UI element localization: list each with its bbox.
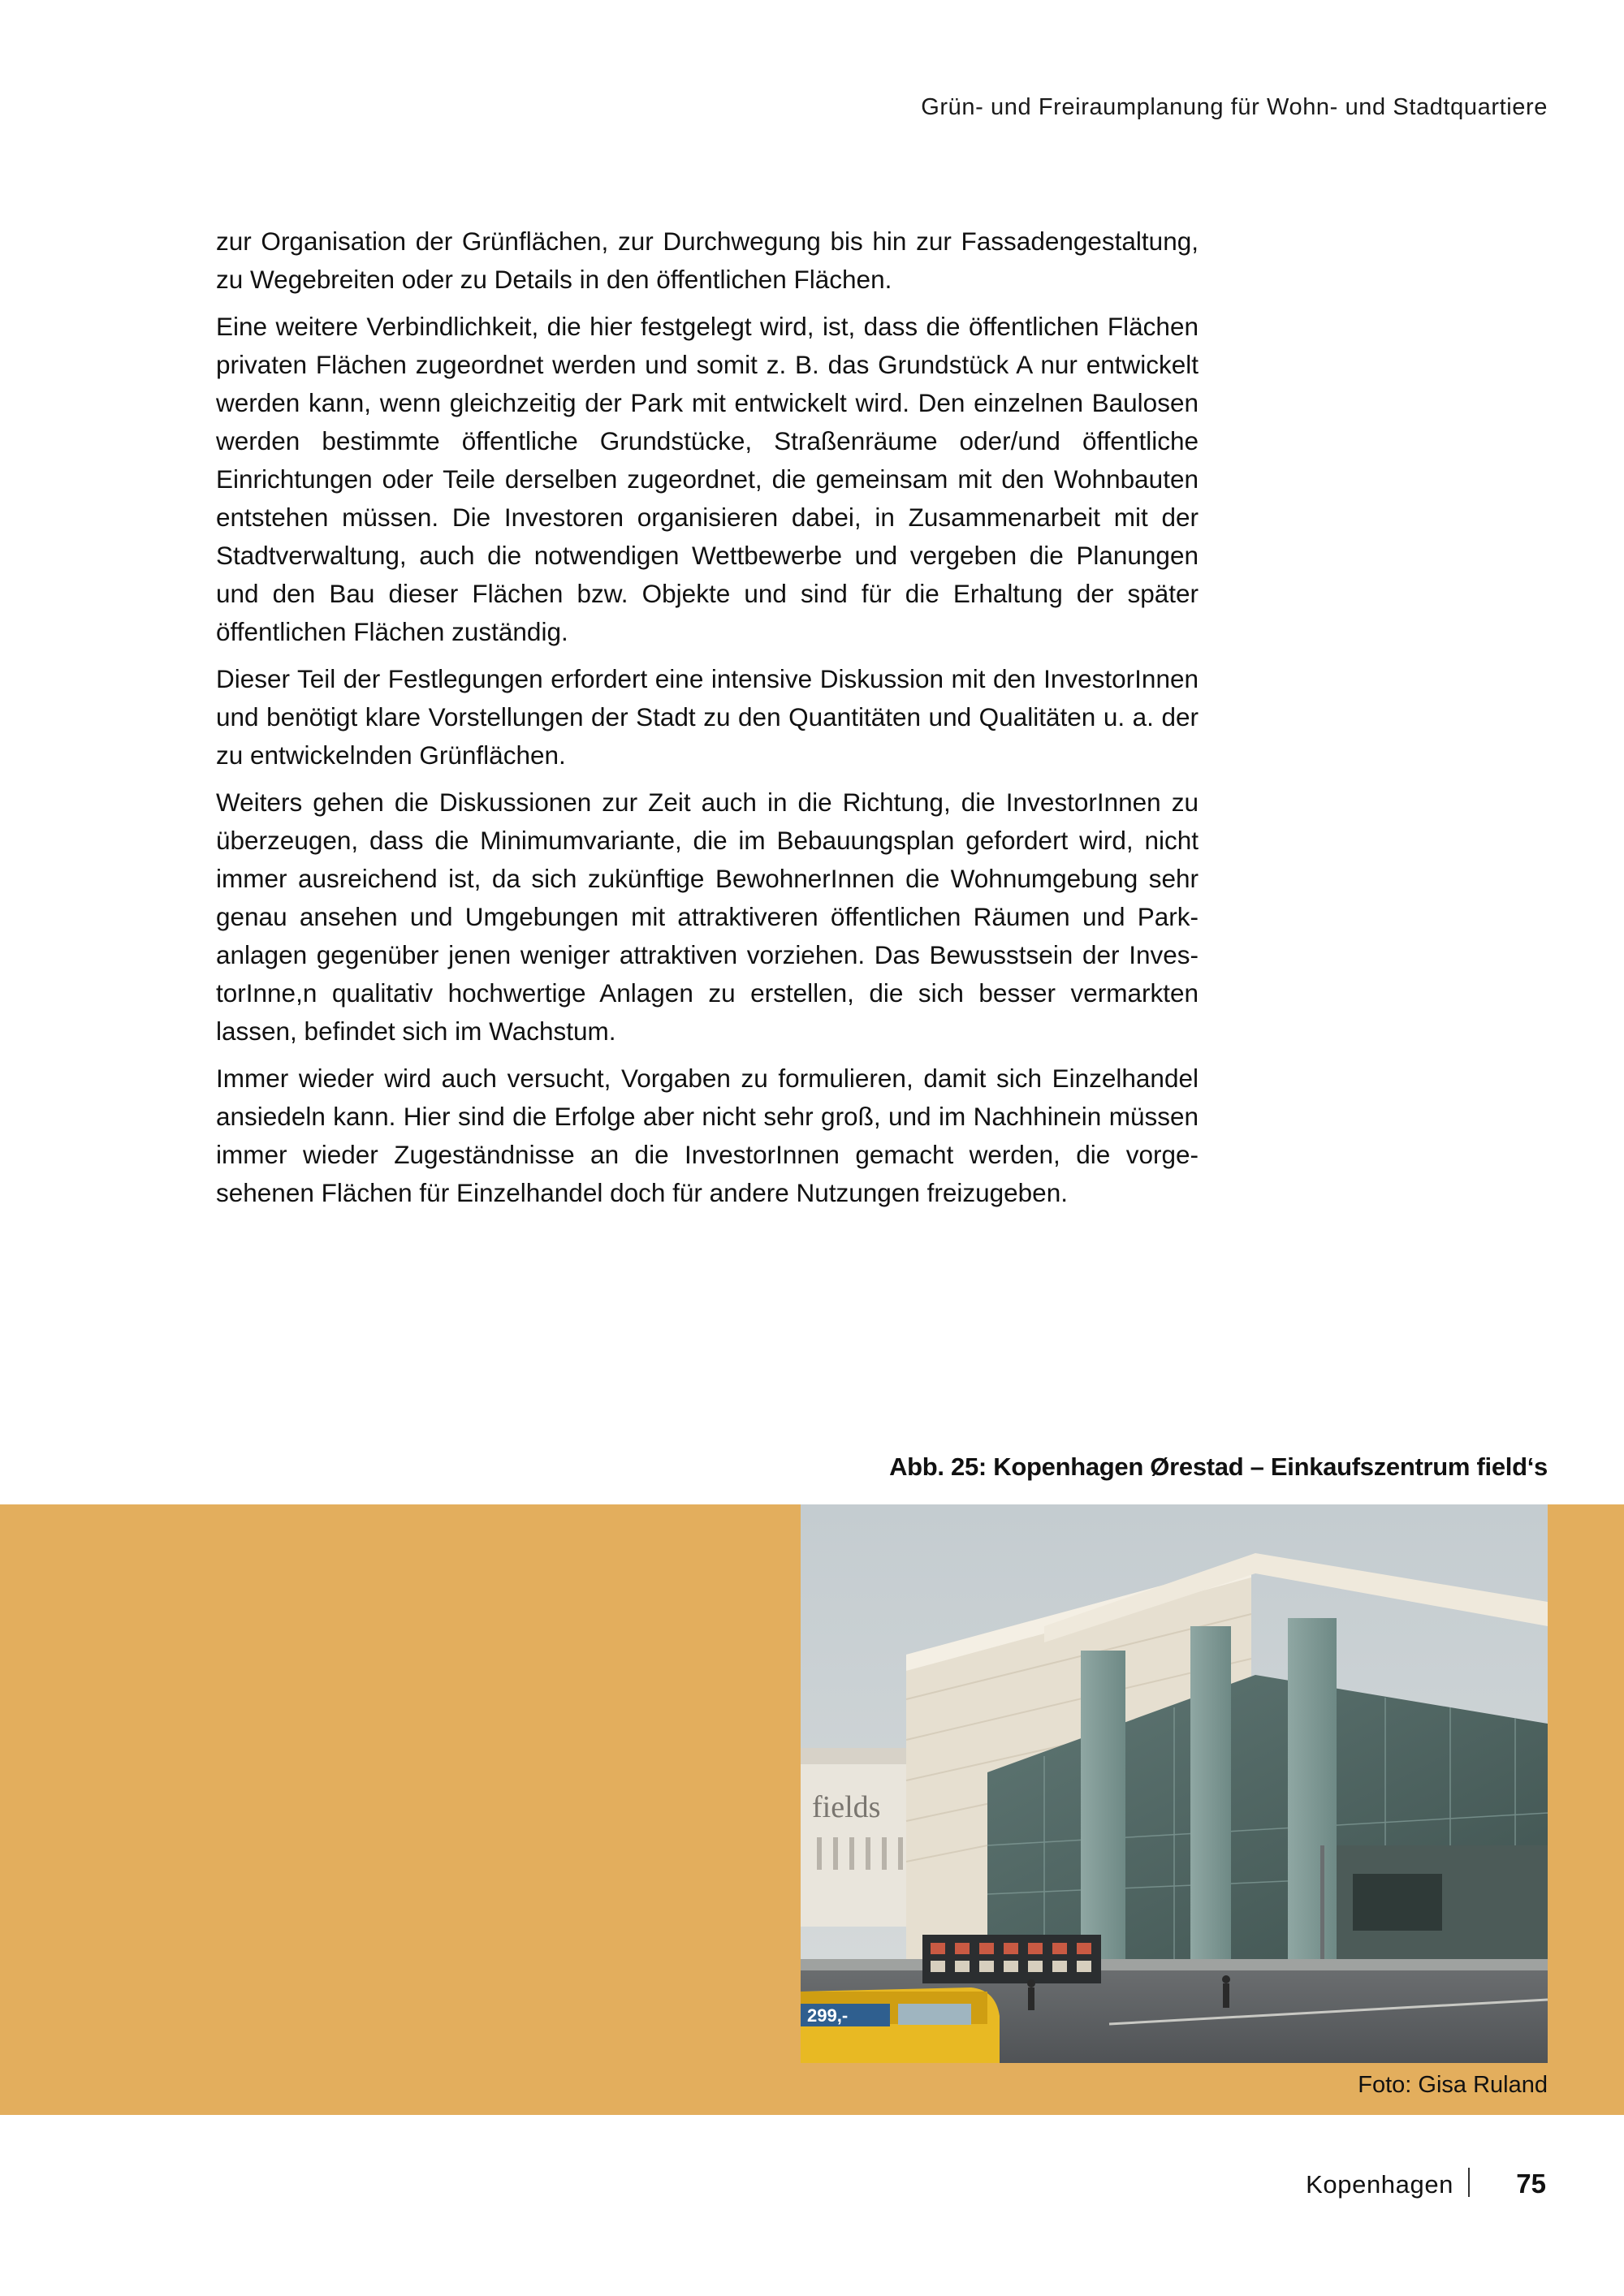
paragraph: Weiters gehen die Diskussionen zur Zeit auch in die Richtung, die InvestorInnen zu überzeugen, dass die Minimumvariante, die im Bebauungsplan gefordert wird, nicht immer ausreichend ist, da sich zukünftige BewohnerInnen die Wohnumgebung sehr genau ansehen und Umgebungen mit attraktiveren öffentlichen Räumen und Parkanlagen gegenüber jenen weniger attraktiven vorziehen. Das Bewusstsein der InvestorInne,n qualitativ hochwertige Anlagen zu erstellen, die sich besser vermarkten lassen, befindet sich im Wachstum.	[216, 788, 1199, 1046]
footer-divider	[1468, 2168, 1470, 2197]
photo-credit: Foto: Gisa Ruland	[1358, 2072, 1548, 2098]
figure-caption: Abb. 25: Kopenhagen Ørestad – Einkaufszentrum field‘s	[889, 1452, 1548, 1481]
bus-price-text: 299,-	[807, 2005, 849, 2026]
figure-photo	[801, 1504, 1548, 2063]
paragraph: Eine weitere Verbindlichkeit, die hier festgelegt wird, ist, dass die öffentlichen Flächen privaten Flächen zugeordnet werden und somit z. B. das Grundstück A nur entwickelt werden kann, wenn gleichzeitig der Park mit entwickelt wird. Den einzelnen Baulosen werden bestimmte öffentliche Grundstücke, Straßenräume oder/und öffentliche Einrichtungen oder Teile derselben zugeordnet, die gemeinsam mit den Wohnbauten entstehen müssen. Die Investoren organisieren dabei, in Zusammenarbeit mit der Stadtverwaltung, auch die notwendigen Wettbewerbe und vergeben die Planungen und den Bau dieser Flächen bzw. Objekte und sind für die Erhaltung der später öffentlichen Flächen zuständig.	[216, 312, 1199, 646]
paragraph: Dieser Teil der Festlegungen erfordert eine intensive Diskussion mit den InvestorInnen und benötigt klare Vorstellungen der Stadt zu den Quantitäten und Qualitäten u. a. der zu entwickelnden Grünflächen.	[216, 664, 1199, 770]
page-number: 75	[1516, 2169, 1546, 2199]
footer-section-title: Kopenhagen	[1306, 2170, 1453, 2199]
fields-sign-text: fields	[812, 1790, 881, 1824]
running-header: Grün- und Freiraumplanung für Wohn- und Stadtquartiere	[921, 94, 1548, 120]
paragraph: zur Organisation der Grünflächen, zur Durchwegung bis hin zur Fassadengestaltung, zu Wegebreiten oder zu Details in den öffentlichen Flächen.	[216, 227, 1199, 294]
paragraph: Immer wieder wird auch versucht, Vorgaben zu formulieren, damit sich Einzelhandel ansiedeln kann. Hier sind die Erfolge aber nicht sehr groß, und im Nachhinein müssen immer wieder Zugeständnisse an die InvestorInnen gemacht werden, die vorgesehenen Flächen für Einzelhandel doch für andere Nutzungen freizugeben.	[216, 1064, 1199, 1207]
body-text	[216, 222, 1199, 1221]
